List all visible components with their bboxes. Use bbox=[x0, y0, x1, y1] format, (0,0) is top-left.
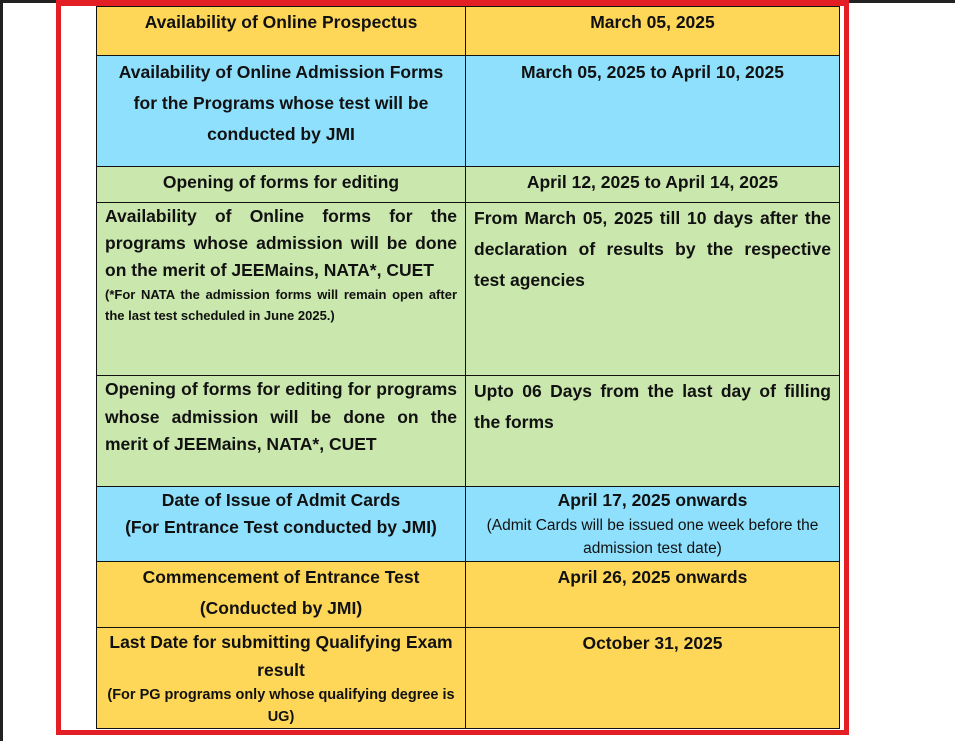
event-cell bbox=[97, 628, 466, 729]
table-row bbox=[97, 376, 840, 487]
date-cell: Upto 06 Days from the last day of filling the forms bbox=[466, 376, 840, 487]
table-row bbox=[97, 167, 840, 203]
event-text: Last Date for submitting Qualifying Exam result bbox=[109, 632, 453, 680]
event-cell bbox=[97, 562, 466, 628]
date-cell: April 26, 2025 onwards bbox=[466, 562, 840, 628]
table-row bbox=[97, 7, 840, 56]
event-text: Availability of Online forms for the programs whose admission will be done on the merit of JEEMains, NATA*, CUET bbox=[105, 206, 457, 280]
date-cell bbox=[466, 487, 840, 562]
table-row bbox=[97, 628, 840, 729]
event-text: Date of Issue of Admit Cards bbox=[161, 490, 401, 510]
event-cell: Availability of Online Prospectus bbox=[97, 7, 466, 56]
date-cell: October 31, 2025 bbox=[466, 628, 840, 729]
admission-schedule-table bbox=[96, 6, 840, 729]
event-subtext: (For Entrance Test conducted by JMI) bbox=[125, 517, 437, 537]
event-note: (*For NATA the admission forms will remain open after the last test scheduled in June 2025.) bbox=[105, 287, 457, 323]
event-cell: Opening of forms for editing for programs whose admission will be done on the merit of JEEMains, NATA*, CUET bbox=[97, 376, 466, 487]
table-row bbox=[97, 562, 840, 628]
table-row bbox=[97, 203, 840, 376]
date-cell: April 12, 2025 to April 14, 2025 bbox=[466, 167, 840, 203]
event-subtext: (Conducted by JMI) bbox=[199, 598, 363, 618]
date-note: (Admit Cards will be issued one week before the admission test date) bbox=[486, 517, 819, 557]
event-cell bbox=[97, 203, 466, 376]
event-cell bbox=[97, 487, 466, 562]
table-row bbox=[97, 487, 840, 562]
event-cell: Opening of forms for editing bbox=[97, 167, 466, 203]
table-row bbox=[97, 56, 840, 167]
date-text: April 17, 2025 onwards bbox=[557, 490, 748, 510]
date-cell: March 05, 2025 to April 10, 2025 bbox=[466, 56, 840, 167]
event-text: Commencement of Entrance Test bbox=[142, 567, 420, 587]
date-cell: March 05, 2025 bbox=[466, 7, 840, 56]
window-edge-left bbox=[0, 0, 3, 741]
event-note: (For PG programs only whose qualifying degree is UG) bbox=[107, 687, 455, 725]
event-cell: Availability of Online Admission Forms for the Programs whose test will be conducted by JMI bbox=[97, 56, 466, 167]
date-cell: From March 05, 2025 till 10 days after the declaration of results by the respective test agencies bbox=[466, 203, 840, 376]
